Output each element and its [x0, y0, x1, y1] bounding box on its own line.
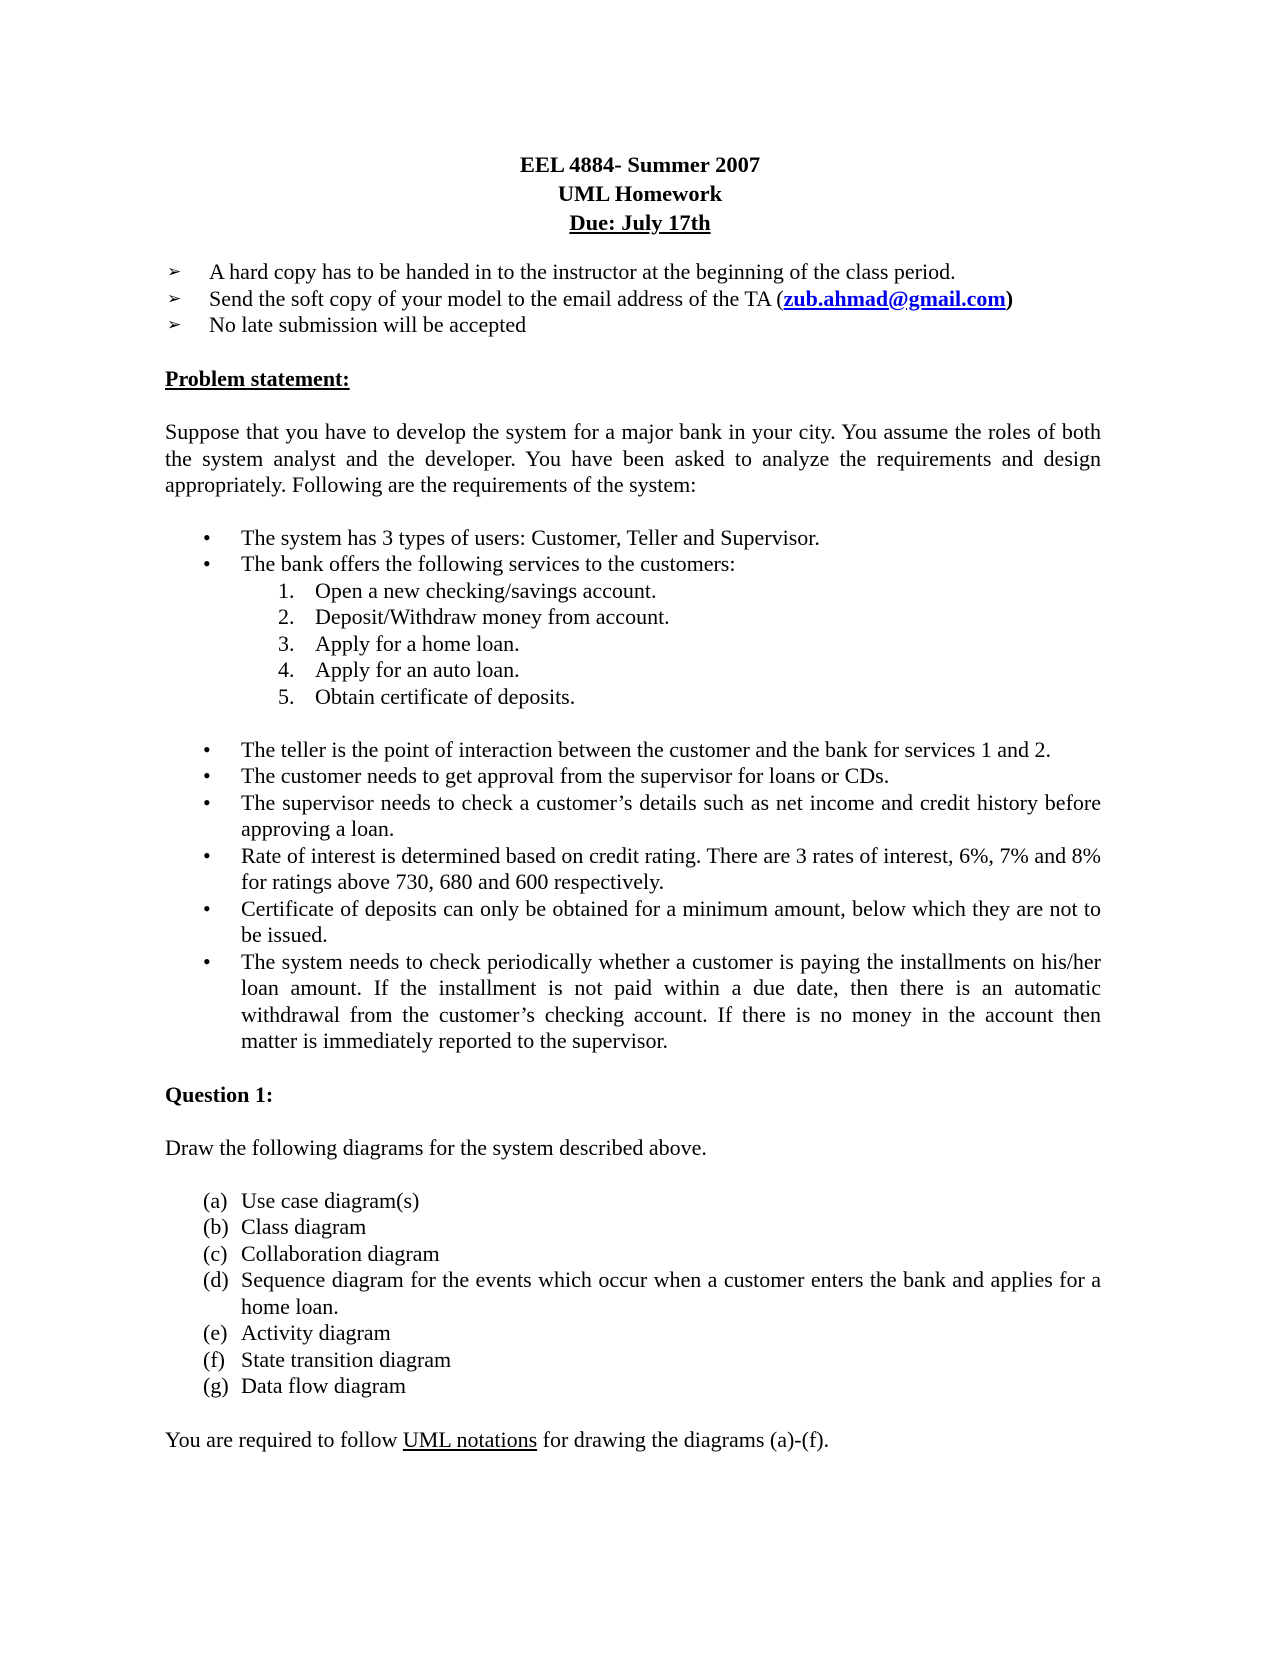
- bullet-icon: •: [203, 789, 211, 815]
- bullet-icon: •: [203, 524, 211, 550]
- problem-statement-heading: Problem statement:: [165, 365, 350, 391]
- spacer: [165, 710, 1101, 737]
- arrow-bullet-icon: ➢: [167, 315, 182, 335]
- ta-email-link[interactable]: zub.ahmad@gmail.com: [783, 285, 1006, 311]
- uml-notations-link[interactable]: UML notations: [402, 1426, 538, 1452]
- services-list: [165, 578, 1101, 711]
- requirement-item: • The system has 3 types of users: Customer, Teller and Supervisor.: [203, 524, 820, 550]
- diagram-item: (b) Class diagram: [203, 1214, 367, 1239]
- homework-title: UML Homework: [557, 181, 723, 206]
- question-1-intro: Draw the following diagrams for the system described above.: [165, 1135, 707, 1160]
- service-item: 1. Open a new checking/savings account.: [278, 577, 657, 603]
- diagram-item: (d) Sequence diagram for the events which occur when a customer enters the bank and applies for a home loan.: [203, 1267, 1101, 1319]
- bullet-icon: •: [203, 895, 211, 921]
- bullet-icon: •: [203, 551, 211, 576]
- requirement-item: • The customer needs to get approval from the supervisor for loans or CDs.: [203, 763, 890, 788]
- diagram-item: (c) Collaboration diagram: [203, 1240, 440, 1266]
- service-item: 4. Apply for an auto loan.: [278, 657, 520, 682]
- arrow-bullet-icon: ➢: [167, 262, 182, 282]
- diagram-item: (f) State transition diagram: [203, 1346, 452, 1372]
- instruction-item: ➢ No late submission will be accepted: [167, 312, 527, 337]
- bullet-icon: •: [203, 948, 211, 974]
- diagram-list: [165, 1188, 1101, 1400]
- document-header: [165, 150, 1101, 237]
- due-date: Due: July 17th: [569, 210, 711, 235]
- instruction-item: ➢ A hard copy has to be handed in to the instructor at the beginning of the class period.: [167, 259, 956, 284]
- diagram-item: (g) Data flow diagram: [203, 1373, 406, 1398]
- requirement-item: • The teller is the point of interaction between the customer and the bank for services 1 and 2.: [203, 736, 1052, 762]
- requirements-list: [165, 525, 1101, 578]
- instructions-list: [165, 259, 1101, 339]
- requirement-item: • Certificate of deposits can only be obtained for a minimum amount, below which they are not to be issued.: [203, 895, 1101, 947]
- service-item: 2. Deposit/Withdraw money from account.: [278, 604, 670, 629]
- question-1-heading: Question 1:: [165, 1081, 274, 1107]
- bullet-icon: •: [203, 736, 211, 762]
- bullet-icon: •: [203, 842, 211, 868]
- problem-intro: Suppose that you have to develop the system for a major bank in your city. You assume the roles of both the system analyst and the developer. You have been asked to analyze the requirements and design appropriately. Following are the requirements of the system:: [165, 419, 1101, 497]
- requirement-item: • The system needs to check periodically whether a customer is paying the installments on his/her loan amount. If the installment is not paid within a due date, then there is an automatic withdrawal from the customer’s checking account. If there is no money in the account then matter is immediately reported to the supervisor.: [203, 948, 1101, 1053]
- arrow-bullet-icon: ➢: [167, 288, 182, 309]
- question-1-footer: You are required to follow UML notations for drawing the diagrams (a)-(f).: [165, 1426, 830, 1452]
- course-title: EEL 4884- Summer 2007: [519, 152, 761, 177]
- requirement-item: • The bank offers the following services to the customers:: [203, 551, 736, 576]
- diagram-item: (a) Use case diagram(s): [203, 1187, 420, 1213]
- requirement-item: • The supervisor needs to check a customer’s details such as net income and credit history before approving a loan.: [203, 789, 1101, 841]
- instruction-item: ➢ Send the soft copy of your model to the email address of the TA (zub.ahmad@gmail.com): [167, 285, 1014, 311]
- requirement-item: • Rate of interest is determined based on credit rating. There are 3 rates of interest, 6%, 7% and 8% for ratings above 730, 680 and 600 respectively.: [203, 842, 1101, 894]
- bullet-icon: •: [203, 763, 211, 788]
- service-item: 5. Obtain certificate of deposits.: [278, 683, 576, 709]
- service-item: 3. Apply for a home loan.: [278, 630, 520, 656]
- diagram-item: (e) Activity diagram: [203, 1320, 391, 1345]
- requirements-list-continued: [165, 737, 1101, 1055]
